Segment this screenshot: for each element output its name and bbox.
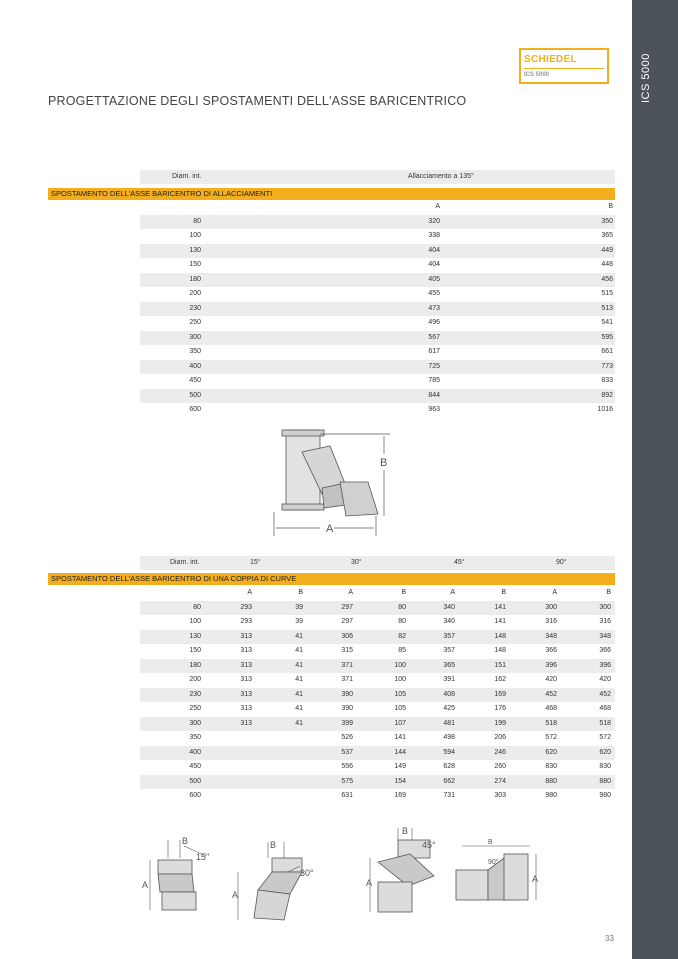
- table2-col-3: B: [401, 589, 406, 596]
- table2-value: 731: [443, 792, 455, 799]
- diagram1-label-b: B: [380, 457, 388, 469]
- diagram-90-angle: 90°: [488, 859, 499, 866]
- table2-diameter: 180: [189, 661, 201, 669]
- table-row: [140, 644, 615, 659]
- table1-value-a: 617: [428, 348, 440, 355]
- table2-value: 481: [443, 719, 455, 727]
- sidebar: [632, 0, 678, 959]
- table2-value: 80: [398, 618, 406, 625]
- table2-value: 348: [599, 632, 611, 640]
- table1-value-a: 338: [428, 232, 440, 239]
- table1-value-a: 844: [428, 391, 440, 399]
- table2-angle-3: 90°: [556, 559, 567, 566]
- table2-value: 141: [394, 734, 406, 741]
- table-row: [140, 601, 615, 616]
- logo-brand: SCHIEDEL: [524, 54, 577, 65]
- table1-value-a: 963: [428, 406, 440, 413]
- table2-value: 85: [398, 647, 406, 654]
- table1-value-b: 513: [601, 304, 613, 312]
- table2-value: 408: [443, 690, 455, 698]
- logo-divider: [524, 68, 604, 69]
- table2-value: 148: [494, 632, 506, 640]
- table2-value: 396: [545, 661, 557, 669]
- diagram-45-angle: 45°: [422, 840, 436, 850]
- diagram-30-label-b: B: [270, 840, 277, 850]
- table-row: [140, 731, 615, 746]
- table2-value: 662: [443, 777, 455, 785]
- table2-section-title: SPOSTAMENTO DELL'ASSE BARICENTRO DI UNA COPPIA DI CURVE: [48, 573, 615, 585]
- table2-diameter: 500: [189, 777, 201, 785]
- diagram-curve-15: [140, 830, 220, 920]
- table1-diameter: 450: [189, 377, 201, 384]
- table1-value-a: 567: [428, 333, 440, 341]
- table1-body: [140, 200, 615, 420]
- table2-col-4: A: [450, 589, 455, 596]
- table2-diameter: 250: [189, 705, 201, 712]
- diagram-30-angle: 30°: [300, 868, 314, 878]
- table2-value: 100: [394, 676, 406, 683]
- table2-value: 274: [494, 777, 506, 785]
- page-number: 33: [605, 934, 614, 943]
- diagram-90-label-b: B: [488, 839, 493, 846]
- table2-col-0: A: [247, 589, 252, 596]
- diagram-15-angle: 15": [196, 852, 210, 862]
- table1-diameter: 150: [189, 261, 201, 268]
- table-row: [140, 688, 615, 703]
- table2-value: 365: [443, 661, 455, 669]
- table1-diameter: 180: [189, 275, 201, 283]
- table2-value: 628: [443, 763, 455, 770]
- table2-diam-label: Diam. int.: [170, 559, 200, 566]
- table2-diameter: 150: [189, 647, 201, 654]
- table2-value: 303: [494, 792, 506, 799]
- table2-value: 425: [443, 705, 455, 712]
- table1-value-a: 404: [428, 261, 440, 268]
- table1-diameter: 600: [189, 406, 201, 413]
- table2-value: 526: [341, 734, 353, 741]
- table1-col-a: A: [435, 203, 440, 210]
- table2-value: 148: [494, 647, 506, 654]
- table2-value: 830: [545, 763, 557, 770]
- table-row: [140, 746, 615, 761]
- table2-value: 631: [341, 792, 353, 799]
- table1-col-header-row: [140, 200, 615, 215]
- table2-value: 144: [394, 748, 406, 756]
- table1-value-b: 1016: [597, 406, 613, 413]
- diagram-curve-90: [452, 836, 544, 916]
- table2-value: 80: [398, 603, 406, 611]
- table2-diameter: 100: [189, 618, 201, 625]
- table1-value-b: 541: [601, 319, 613, 326]
- table1-value-b: 661: [601, 348, 613, 355]
- table-row: [140, 673, 615, 688]
- table2-diameter: 600: [189, 792, 201, 799]
- table2-diameter: 130: [189, 632, 201, 640]
- table2-value: 297: [341, 603, 353, 611]
- table2-value: 357: [443, 632, 455, 640]
- table2-value: 620: [599, 748, 611, 756]
- table2-value: 315: [341, 647, 353, 654]
- table2-value: 41: [295, 632, 303, 640]
- table1-value-b: 456: [601, 275, 613, 283]
- table2-value: 316: [545, 618, 557, 625]
- table2-value: 39: [295, 618, 303, 625]
- table2-diameter: 450: [189, 763, 201, 770]
- table1-diameter: 500: [189, 391, 201, 399]
- table1-diameter: 230: [189, 304, 201, 312]
- table2-angle-0: 15°: [250, 559, 261, 566]
- table2-value: 41: [295, 647, 303, 654]
- table1-diameter: 350: [189, 348, 201, 355]
- table2-angle-1: 30°: [351, 559, 362, 566]
- table1-value-b: 892: [601, 391, 613, 399]
- table1-value-b: 350: [601, 217, 613, 225]
- table2-diameter: 350: [189, 734, 201, 741]
- table2-value: 105: [394, 690, 406, 698]
- table-row: [140, 244, 615, 259]
- table1-value-a: 785: [428, 377, 440, 384]
- diagram-curve-45: [364, 824, 450, 919]
- table1-value-b: 515: [601, 290, 613, 297]
- table2-value: 39: [295, 603, 303, 611]
- table2-value: 41: [295, 676, 303, 683]
- table1-diameter: 80: [193, 217, 201, 225]
- table1-diameter: 300: [189, 333, 201, 341]
- table2-value: 82: [398, 632, 406, 640]
- table2-diameter: 80: [193, 603, 201, 611]
- table1-section-title: SPOSTAMENTO DELL'ASSE BARICENTRO DI ALLACCIAMENTI: [48, 188, 615, 200]
- table2-value: 154: [394, 777, 406, 785]
- table1-value-b: 448: [601, 261, 613, 268]
- table2-value: 880: [599, 777, 611, 785]
- table2-value: 293: [240, 603, 252, 611]
- table2-value: 41: [295, 661, 303, 669]
- table1-value-b: 595: [601, 333, 613, 341]
- table2-value: 830: [599, 763, 611, 770]
- table2-value: 340: [443, 603, 455, 611]
- table-row: [140, 659, 615, 674]
- table-row: [140, 702, 615, 717]
- table-row: [140, 258, 615, 273]
- table2-header: [140, 556, 615, 570]
- table-row: [140, 403, 615, 418]
- diagram-allacciamento-135: [272, 424, 402, 539]
- table2-value: 880: [545, 777, 557, 785]
- table1-diam-label: Diam. int.: [172, 173, 202, 180]
- table2-value: 300: [545, 603, 557, 611]
- table2-value: 41: [295, 719, 303, 727]
- table-row: [140, 775, 615, 790]
- table-row: [140, 389, 615, 404]
- table2-value: 41: [295, 690, 303, 698]
- table-row: [140, 229, 615, 244]
- table1-value-a: 455: [428, 290, 440, 297]
- table-row: [140, 215, 615, 230]
- table2-value: 452: [545, 690, 557, 698]
- table2-value: 396: [599, 661, 611, 669]
- table2-value: 151: [494, 661, 506, 669]
- table2-value: 399: [341, 719, 353, 727]
- table2-value: 366: [545, 647, 557, 654]
- table2-value: 105: [394, 705, 406, 712]
- logo-product: ICS 5000: [524, 72, 550, 78]
- diagram-30-label-a: A: [232, 890, 239, 900]
- table2-value: 313: [240, 719, 252, 727]
- table1-value-b: 833: [601, 377, 613, 384]
- table2-col-1: B: [298, 589, 303, 596]
- table-row: [140, 630, 615, 645]
- table-row: [140, 789, 615, 804]
- table1-group-label: Allacciamento a 135°: [408, 173, 474, 180]
- table2-value: 556: [341, 763, 353, 770]
- table2-value: 371: [341, 676, 353, 683]
- table-row: [140, 615, 615, 630]
- table2-diameter: 230: [189, 690, 201, 698]
- table-row: [140, 760, 615, 775]
- table1-header-row: [140, 170, 615, 184]
- table2-value: 162: [494, 676, 506, 683]
- table2-value: 306: [341, 632, 353, 640]
- sidebar-label: ICS 5000: [640, 53, 652, 103]
- table2-value: 246: [494, 748, 506, 756]
- table2-col-2: A: [348, 589, 353, 596]
- table2-value: 518: [545, 719, 557, 727]
- table1-diameter: 250: [189, 319, 201, 326]
- table2-diameter: 400: [189, 748, 201, 756]
- diagram-curve-30: [228, 836, 324, 926]
- table2-value: 316: [599, 618, 611, 625]
- table2-value: 391: [443, 676, 455, 683]
- table2-value: 980: [599, 792, 611, 799]
- table2-value: 141: [494, 618, 506, 625]
- table2-value: 620: [545, 748, 557, 756]
- table2-value: 313: [240, 676, 252, 683]
- table1-value-a: 405: [428, 275, 440, 283]
- table2-value: 594: [443, 748, 455, 756]
- table2-value: 420: [545, 676, 557, 683]
- table2-value: 313: [240, 632, 252, 640]
- table2-value: 297: [341, 618, 353, 625]
- table1-diameter: 400: [189, 362, 201, 370]
- table2-diameter: 300: [189, 719, 201, 727]
- table-row: [140, 287, 615, 302]
- table2-value: 537: [341, 748, 353, 756]
- table2-value: 390: [341, 690, 353, 698]
- table2-value: 199: [494, 719, 506, 727]
- table2-col-7: B: [606, 589, 611, 596]
- table2-value: 260: [494, 763, 506, 770]
- diagram-15-label-a: A: [142, 880, 149, 890]
- table2-diameter: 200: [189, 676, 201, 683]
- table2-value: 371: [341, 661, 353, 669]
- table2-value: 366: [599, 647, 611, 654]
- table2-value: 100: [394, 661, 406, 669]
- table2-value: 390: [341, 705, 353, 712]
- table2-value: 293: [240, 618, 252, 625]
- table2-value: 572: [599, 734, 611, 741]
- table2-value: 572: [545, 734, 557, 741]
- table2-value: 357: [443, 647, 455, 654]
- table2-value: 498: [443, 734, 455, 741]
- table-row: [140, 302, 615, 317]
- table-row: [140, 360, 615, 375]
- table1-diameter: 130: [189, 246, 201, 254]
- table2-value: 980: [545, 792, 557, 799]
- table1-value-b: 365: [601, 232, 613, 239]
- diagram-45-label-b: B: [402, 826, 409, 836]
- table2-value: 518: [599, 719, 611, 727]
- table2-value: 452: [599, 690, 611, 698]
- table2-value: 107: [394, 719, 406, 727]
- table-row: [140, 316, 615, 331]
- table2-value: 176: [494, 705, 506, 712]
- table2-value: 468: [599, 705, 611, 712]
- table-row: [140, 273, 615, 288]
- table2-value: 169: [494, 690, 506, 698]
- table1-value-a: 496: [428, 319, 440, 326]
- table2-col-5: B: [501, 589, 506, 596]
- page-title: PROGETTAZIONE DEGLI SPOSTAMENTI DELL'ASSE BARICENTRICO: [48, 94, 467, 108]
- table2-value: 348: [545, 632, 557, 640]
- table1-diameter: 200: [189, 290, 201, 297]
- table2-value: 313: [240, 705, 252, 712]
- table2-value: 169: [394, 792, 406, 799]
- logo: [519, 48, 609, 84]
- table2-body: [140, 586, 615, 806]
- table2-value: 468: [545, 705, 557, 712]
- diagram1-label-a: A: [326, 523, 334, 535]
- table1-diameter: 100: [189, 232, 201, 239]
- table2-col-header-row: [140, 586, 615, 601]
- table-row: [140, 345, 615, 360]
- table1-value-a: 320: [428, 217, 440, 225]
- table-row: [140, 374, 615, 389]
- table2-value: 313: [240, 690, 252, 698]
- table2-value: 141: [494, 603, 506, 611]
- table1-value-a: 404: [428, 246, 440, 254]
- table2-col-6: A: [552, 589, 557, 596]
- table1-value-a: 473: [428, 304, 440, 312]
- diagram-15-label-b: B: [182, 836, 189, 846]
- table1-col-b: B: [608, 203, 613, 210]
- table2-header-row: [140, 556, 615, 570]
- table2-value: 206: [494, 734, 506, 741]
- table1-value-b: 449: [601, 246, 613, 254]
- table-row: [140, 331, 615, 346]
- table-row: [140, 717, 615, 732]
- table1-value-b: 773: [601, 362, 613, 370]
- table2-value: 313: [240, 661, 252, 669]
- table2-value: 340: [443, 618, 455, 625]
- table2-value: 300: [599, 603, 611, 611]
- table2-value: 575: [341, 777, 353, 785]
- table2-value: 420: [599, 676, 611, 683]
- table2-value: 313: [240, 647, 252, 654]
- table2-value: 41: [295, 705, 303, 712]
- diagram-45-label-a: A: [366, 878, 373, 888]
- table2-angle-2: 45°: [454, 559, 465, 566]
- table1-value-a: 725: [428, 362, 440, 370]
- table2-value: 149: [394, 763, 406, 770]
- diagram-90-label-a: A: [532, 874, 539, 884]
